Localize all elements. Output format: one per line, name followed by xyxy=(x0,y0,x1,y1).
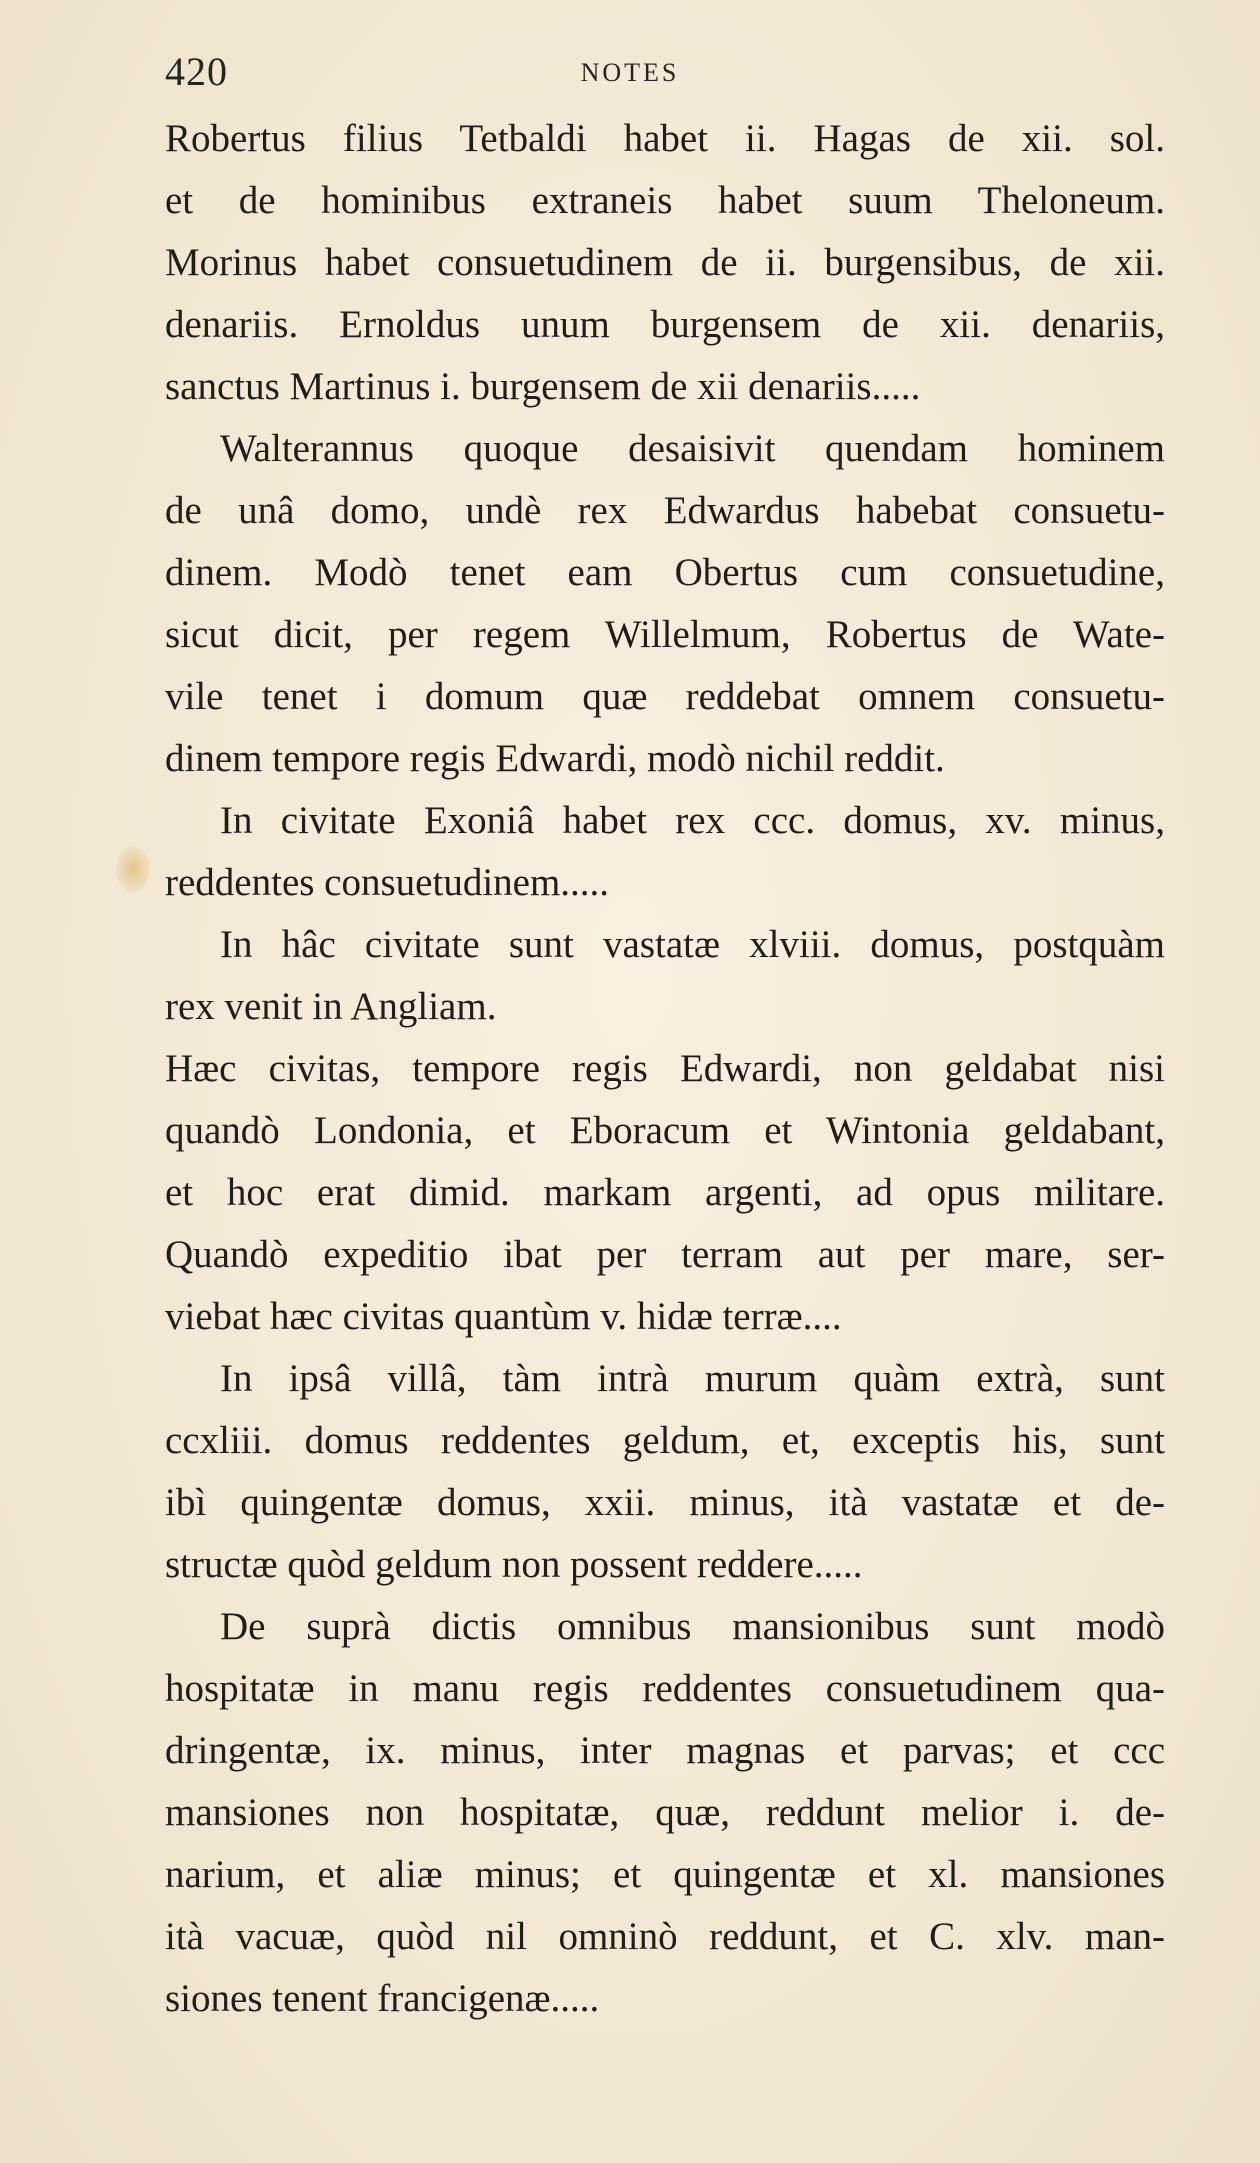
text-line: viebat hæc civitas quantùm v. hidæ terræ.... xyxy=(165,1295,842,1338)
text-line: dringentæ, ix. minus, inter magnas et parvas; et ccc xyxy=(165,1729,1165,1772)
paper-stain xyxy=(116,846,150,892)
text-line: ccxliii. domus reddentes geldum, et, exceptis his, sunt xyxy=(165,1419,1165,1462)
text-line: rex venit in Angliam. xyxy=(165,985,497,1028)
page-number: 420 xyxy=(165,49,228,94)
text-line: sicut dicit, per regem Willelmum, Robertus de Wate- xyxy=(165,613,1165,656)
text-line: In hâc civitate sunt vastatæ xlviii. domus, postquàm xyxy=(220,923,1165,966)
text-line: Walterannus quoque desaisivit quendam hominem xyxy=(220,427,1165,470)
text-line: In civitate Exoniâ habet rex ccc. domus, xv. minus, xyxy=(220,799,1165,842)
running-head: NOTES xyxy=(580,58,680,87)
text-line: dinem. Modò tenet eam Obertus cum consuetudine, xyxy=(165,551,1165,594)
body-text xyxy=(165,108,1165,2030)
text-line: dinem tempore regis Edwardi, modò nichil reddit. xyxy=(165,737,945,780)
text-line: et hoc erat dimid. markam argenti, ad opus militare. xyxy=(165,1171,1165,1214)
text-line: mansiones non hospitatæ, quæ, reddunt melior i. de- xyxy=(165,1791,1165,1834)
text-line: De suprà dictis omnibus mansionibus sunt modò xyxy=(220,1605,1165,1648)
text-line: narium, et aliæ minus; et quingentæ et xl. mansiones xyxy=(165,1853,1165,1896)
text-line: Quandò expeditio ibat per terram aut per mare, ser- xyxy=(165,1233,1165,1276)
text-line: ità vacuæ, quòd nil omninò reddunt, et C. xlv. man- xyxy=(165,1915,1165,1958)
text-line: Hæc civitas, tempore regis Edwardi, non geldabat nisi xyxy=(165,1047,1165,1090)
text-line: Morinus habet consuetudinem de ii. burgensibus, de xii. xyxy=(165,241,1165,284)
text-line: de unâ domo, undè rex Edwardus habebat consuetu- xyxy=(165,489,1165,532)
text-line: siones tenent francigenæ..... xyxy=(165,1977,600,2020)
text-line: et de hominibus extraneis habet suum Theloneum. xyxy=(165,179,1165,222)
text-line: ibì quingentæ domus, xxii. minus, ità vastatæ et de- xyxy=(165,1481,1165,1524)
text-line: reddentes consuetudinem..... xyxy=(165,861,610,904)
text-line: vile tenet i domum quæ reddebat omnem consuetu- xyxy=(165,675,1165,718)
text-line: quandò Londonia, et Eboracum et Wintonia geldabant, xyxy=(165,1109,1165,1152)
text-line: structæ quòd geldum non possent reddere..... xyxy=(165,1543,863,1586)
text-line: Robertus filius Tetbaldi habet ii. Hagas de xii. sol. xyxy=(165,117,1165,160)
text-line: hospitatæ in manu regis reddentes consuetudinem qua- xyxy=(165,1667,1165,1710)
text-line: sanctus Martinus i. burgensem de xii denariis..... xyxy=(165,365,921,408)
text-line: In ipsâ villâ, tàm intrà murum quàm extrà, sunt xyxy=(220,1357,1165,1400)
text-line: denariis. Ernoldus unum burgensem de xii. denariis, xyxy=(165,303,1165,346)
